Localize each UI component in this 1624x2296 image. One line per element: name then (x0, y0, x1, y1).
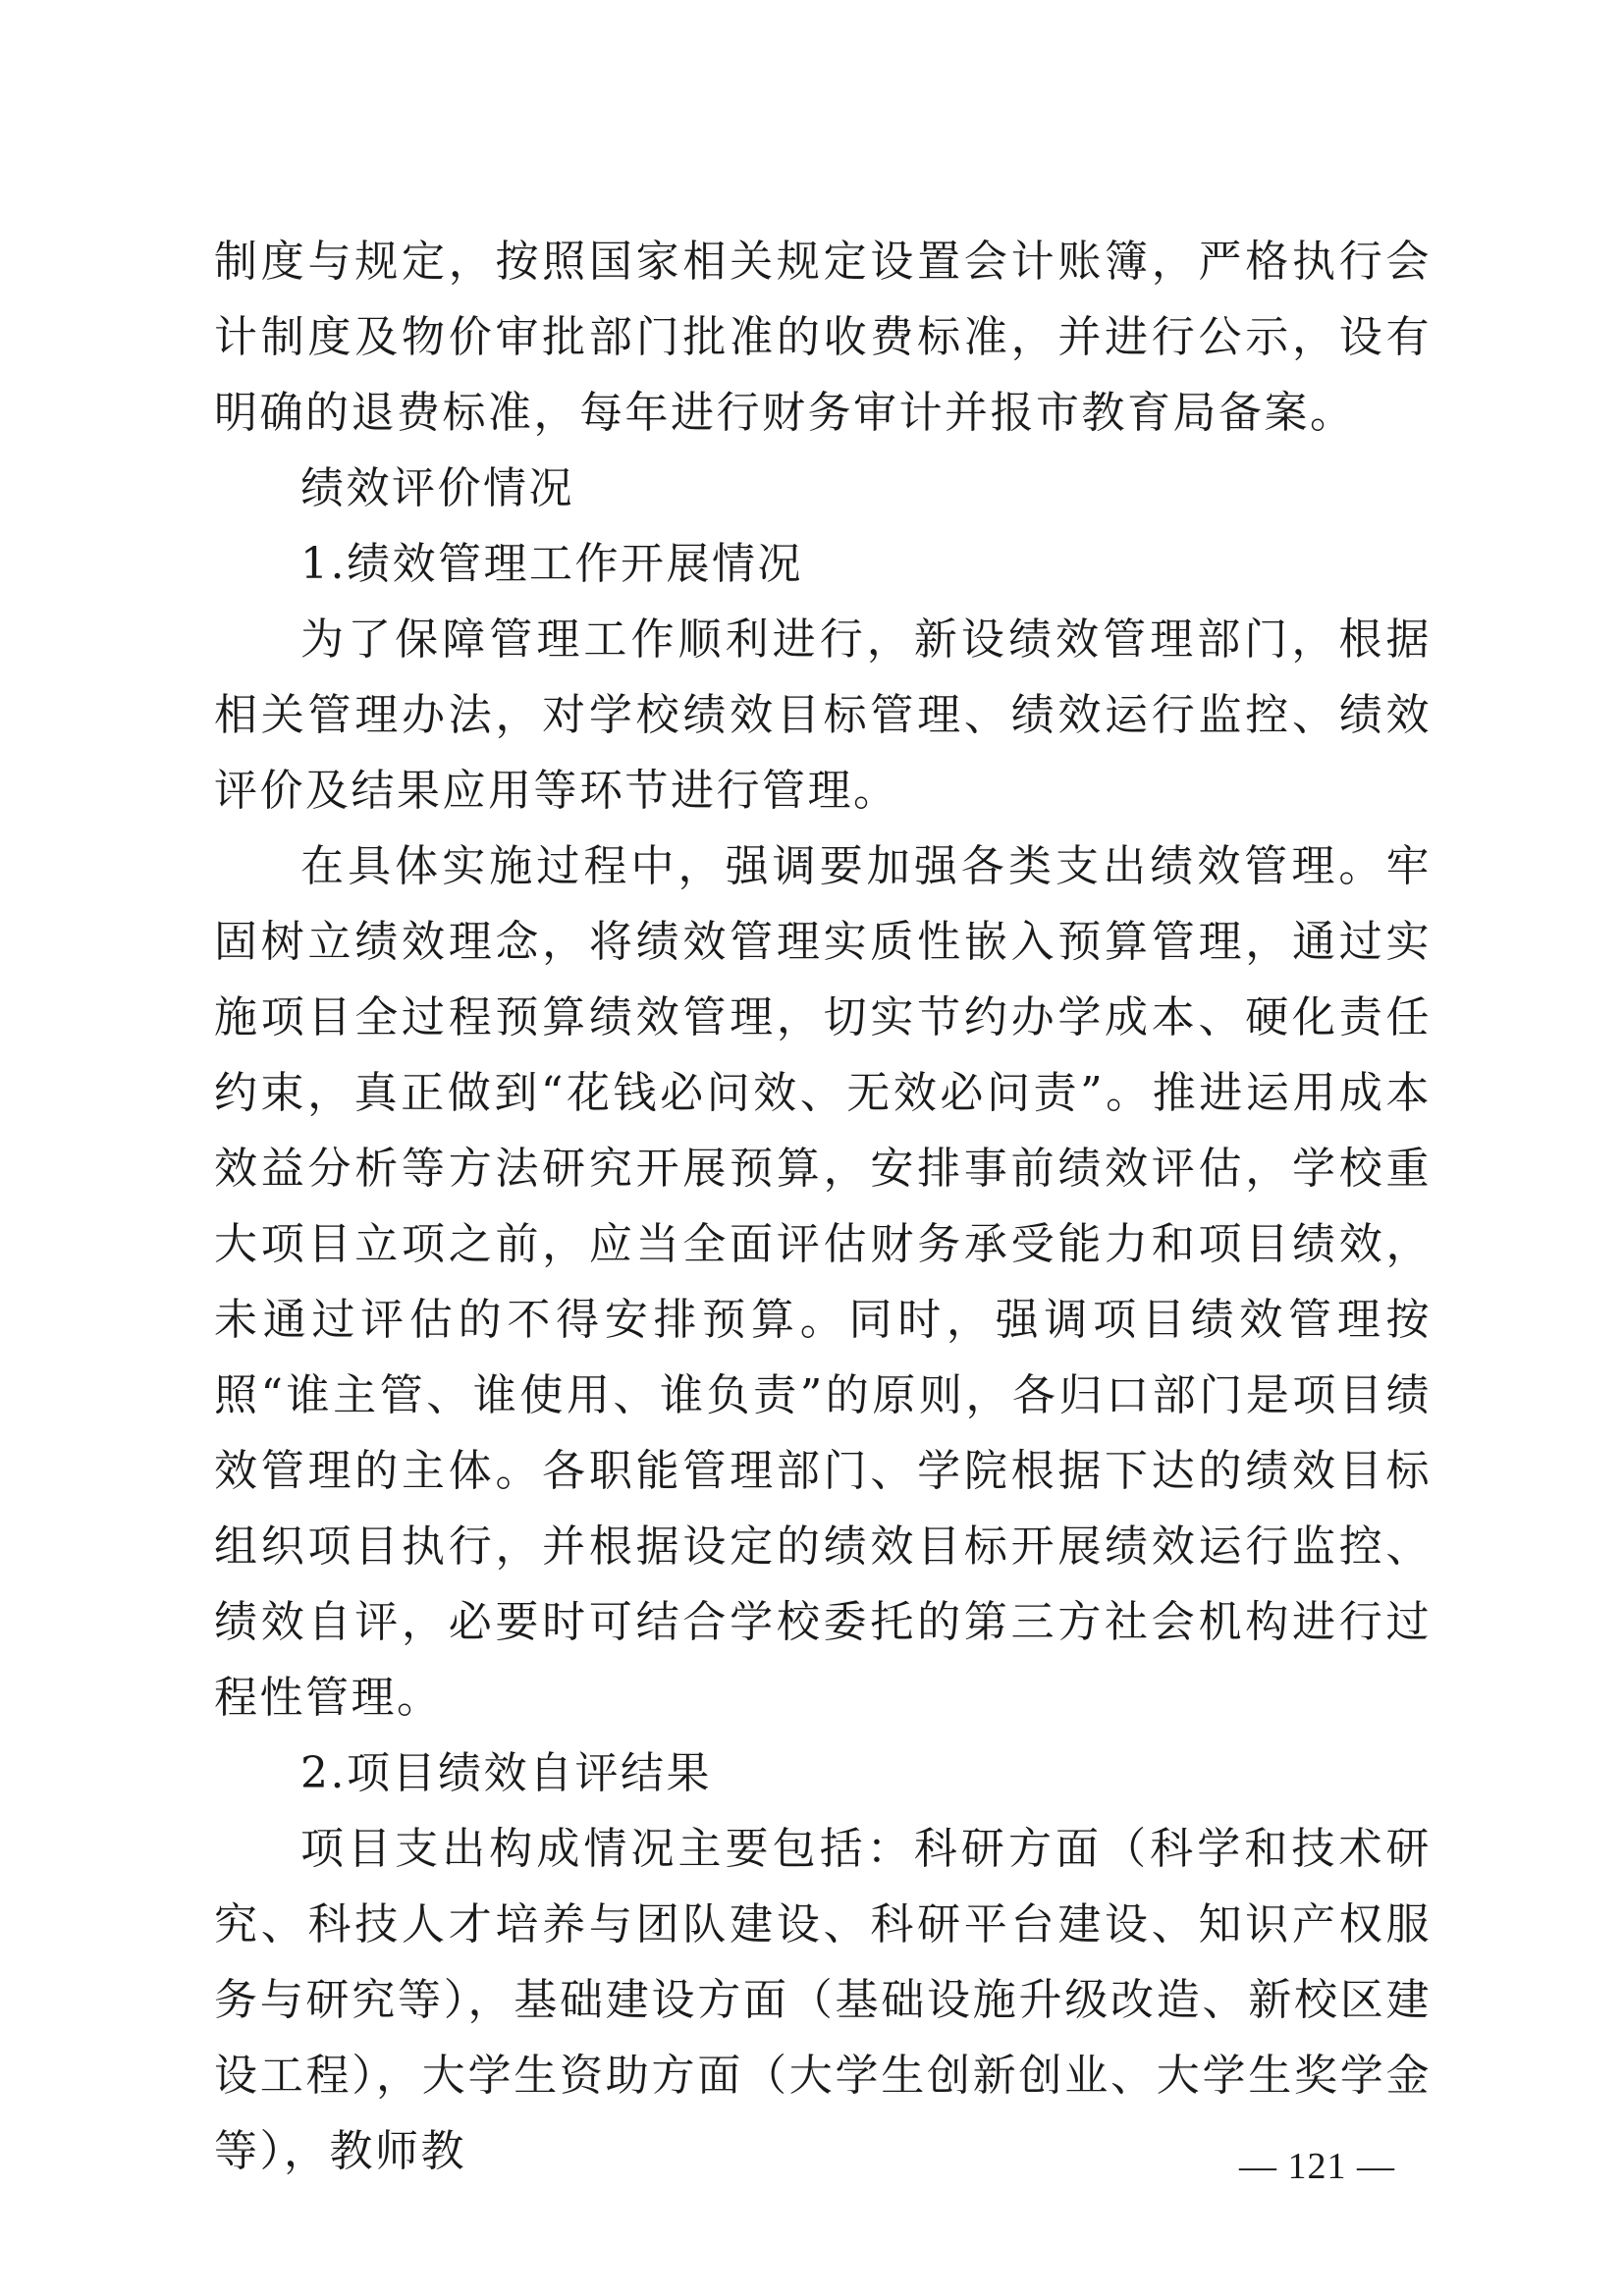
section-heading-performance-evaluation: 绩效评价情况 (300, 463, 574, 513)
paragraph-implementation-process: 在具体实施过程中，强调要加强各类支出绩效管理。牢固树立绩效理念，将绩效管理实质性嵌入预算管理，通过实施项目全过程预算绩效管理，切实节约办学成本、硬化责任约束，真正做到“花钱必问效、无效必问责”。推进运用成本效益分析等方法研究开展预算，安排事前绩效评估，学校重大项目立项之前，应当全面评估财务承受能力和项目绩效，未通过评估的不得安排预算。同时，强调项目绩效管理按照“谁主管、谁使用、谁负责”的原则，各归口部门是项目绩效管理的主体。各职能管理部门、学院根据下达的绩效目标组织项目执行，并根据设定的绩效目标开展绩效运行监控、绩效自评，必要时可结合学校委托的第三方社会机构进行过程性管理。 (214, 841, 1432, 1723)
paragraph-financial-rules: 制度与规定，按照国家相关规定设置会计账簿，严格执行会计制度及物价审批部门批准的收费标准，并进行公示，设有明确的退费标准，每年进行财务审计并报市教育局备案。 (214, 237, 1432, 438)
subheading-self-evaluation-results: 2.项目绩效自评结果 (300, 1748, 712, 1798)
page-number: — 121 — (1239, 2146, 1395, 2187)
subheading-performance-management: 1.绩效管理工作开展情况 (300, 539, 803, 589)
paragraph-management-department: 为了保障管理工作顺利进行，新设绩效管理部门，根据相关管理办法，对学校绩效目标管理、绩效运行监控、绩效评价及结果应用等环节进行管理。 (214, 614, 1432, 816)
paragraph-project-expenditure: 项目支出构成情况主要包括：科研方面（科学和技术研究、科技人才培养与团队建设、科研平台建设、知识产权服务与研究等），基础建设方面（基础设施升级改造、新校区建设工程），大学生资助方面（大学生创新创业、大学生奖学金等），教师教 (214, 1824, 1432, 2176)
document-body (214, 224, 1432, 2189)
